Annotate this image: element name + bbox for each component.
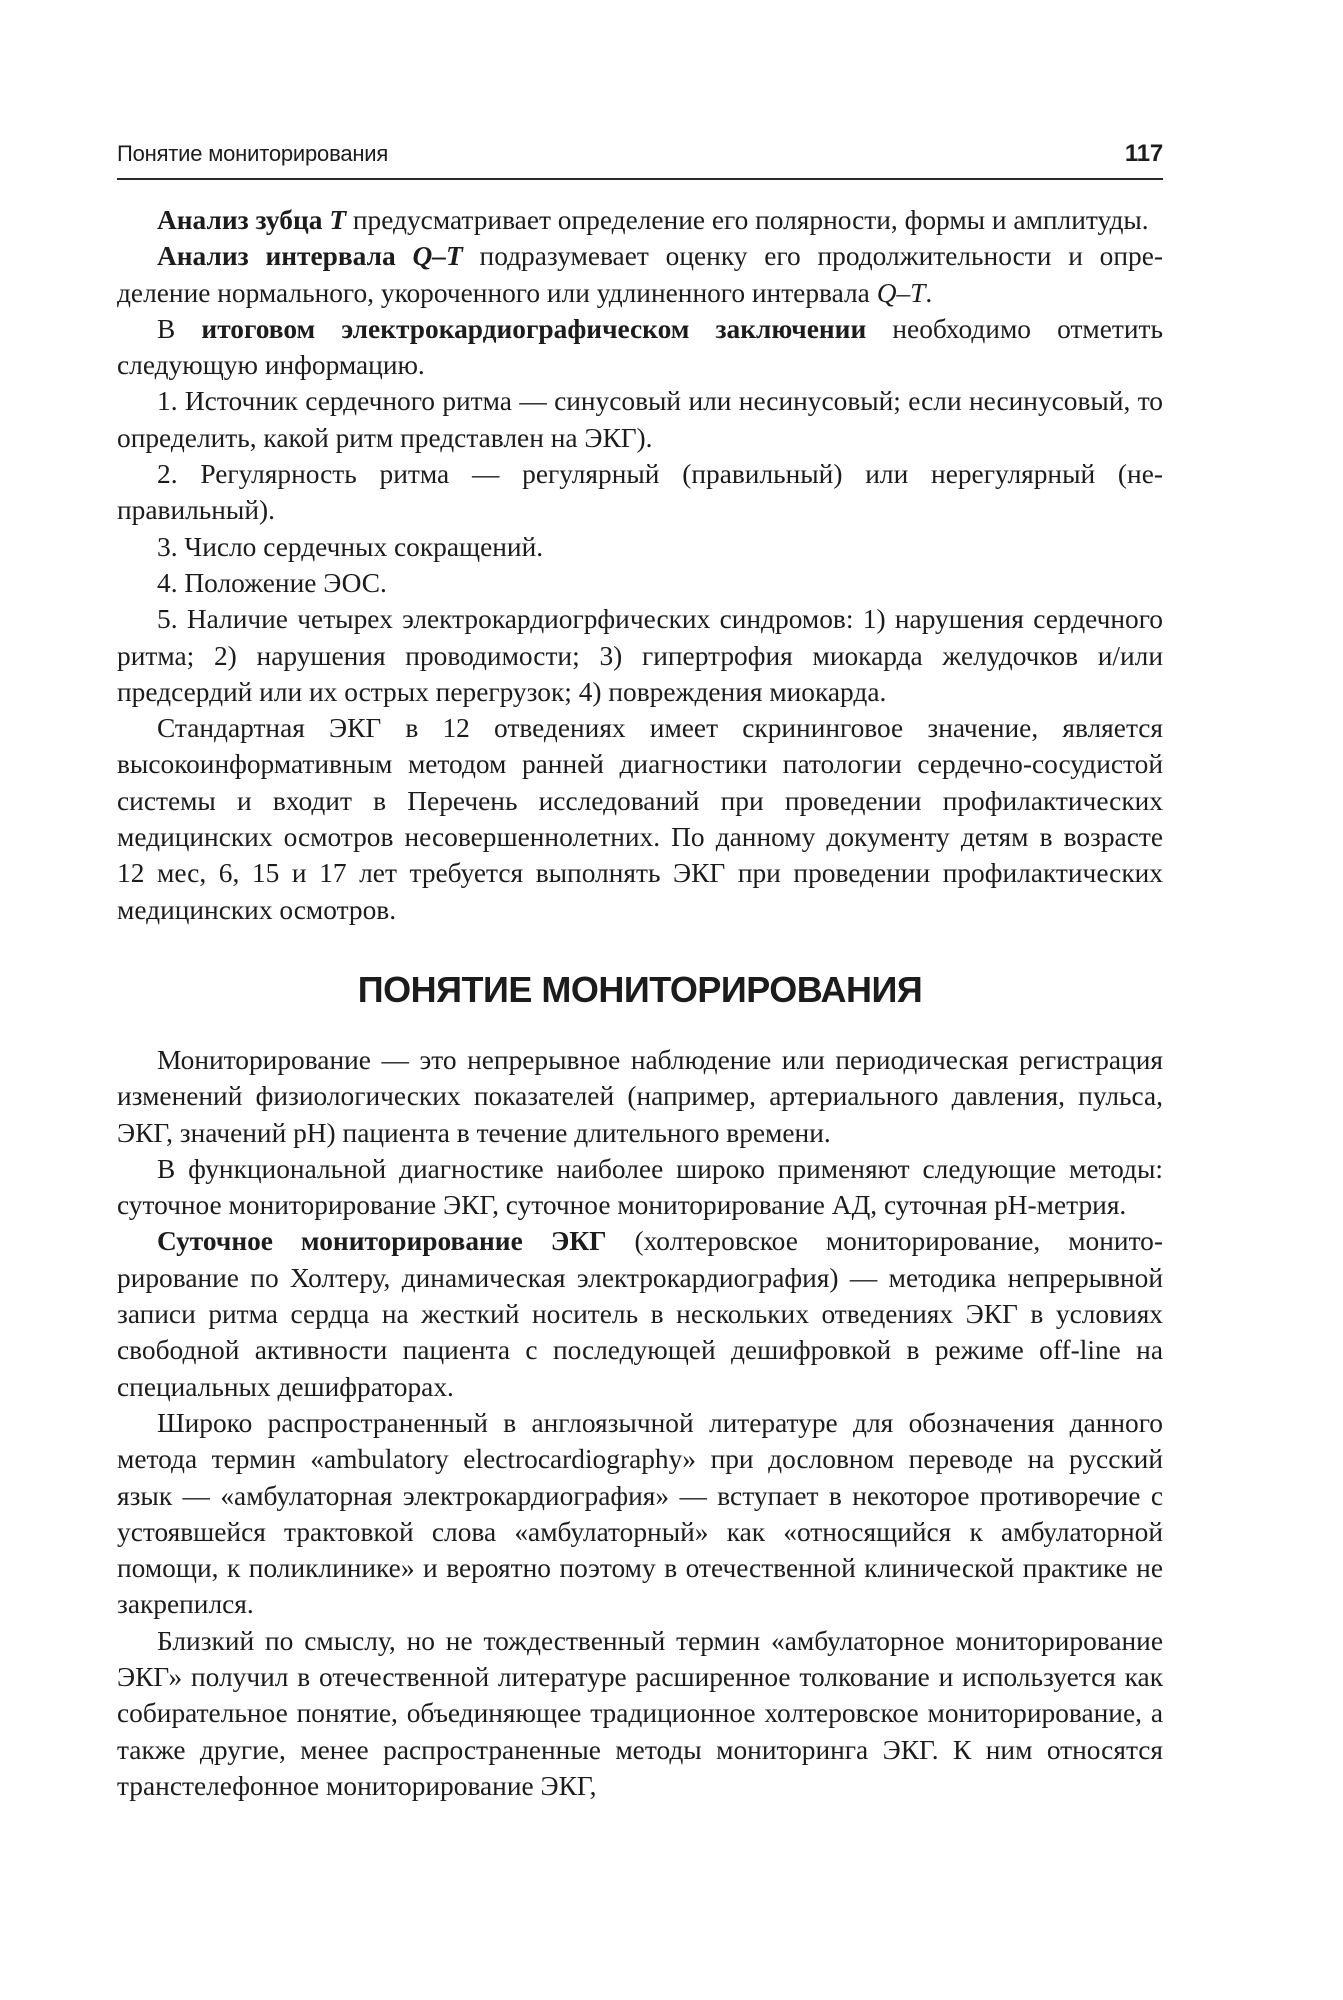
paragraph-qt-interval-analysis: Анализ интервала Q–T подразумевает оценку его продолжительности и определение нормального, укороченного или удлиненного интервала Q–T. xyxy=(117,241,1164,308)
paragraph-holter-monitoring: Суточное мониторирование ЭКГ (холтеровское мониторирование, мониторирование по Холтеру, динамическая электрокардиография) — методика непрерывной записи ритма сердца на жесткий носитель в нескольких отведениях ЭКГ в условиях свободной активности пациента с последующей дешифровкой в режиме off-line на специальных дешифраторах. xyxy=(117,1226,1163,1402)
list-item: 1. Источник сердечного ритма — синусовый или несинусовый; если несинусовый, то определить, какой ритм представлен на ЭКГ). xyxy=(117,386,1163,453)
term-t-wave-analysis: Анализ зубца Т xyxy=(157,205,347,235)
qt-symbol: Q–T xyxy=(876,277,926,308)
term-holter-monitoring: Суточное мониторирование ЭКГ xyxy=(157,1226,607,1257)
term-final-conclusion: итоговом электрокардиографическом заключении xyxy=(201,313,867,344)
paragraph-monitoring-methods: В функциональной диагностике наиболее широко применяют следующие методы: суточное мониторирование ЭКГ, суточное мониторирование АД, суточная pH-метрия. xyxy=(117,1153,1163,1221)
section-heading: ПОНЯТИЕ МОНИТОРИРОВАНИЯ xyxy=(357,968,923,1010)
running-header-title: Понятие мониторирования xyxy=(117,141,389,166)
list-item: 4. Положение ЭОС. xyxy=(157,567,387,598)
paragraph-final-conclusion: В итоговом электрокардиографическом заключении необходимо отметить следующую информацию. xyxy=(117,313,1163,381)
list-item: 5. Наличие четырех электрокардиогрфических синдромов: 1) нарушения сердечного ритма; 2) нарушения проводимости; 3) гипертрофия миокарда желудочков и/или предсердий или их острых перегрузок; 4) повреждения миокарда. xyxy=(117,604,1163,707)
term-qt-interval-analysis: Анализ интервала Q–T xyxy=(157,241,463,272)
page-number: 117 xyxy=(1124,140,1163,167)
running-header xyxy=(117,140,1163,180)
list-item: 2. Регулярность ритма — регулярный (правильный) или нерегулярный (неправильный). xyxy=(117,459,1163,526)
list-item: 3. Число сердечных сокращений. xyxy=(157,531,544,562)
paragraph-t-wave-analysis: Анализ зубца Т предусматривает определение его полярности, формы и амплитуды. xyxy=(157,205,1149,235)
paragraph-monitoring-definition: Мониторирование — это непрерывное наблюдение или периодическая регистрация изменений физиологических показателей (например, артериального давления, пульса, ЭКГ, значений pH) пациента в течение длительного времени. xyxy=(117,1044,1163,1148)
body-text xyxy=(117,202,1163,1804)
book-page xyxy=(117,140,1163,1804)
paragraph-ambulatory-monitoring: Близкий по смыслу, но не тождественный термин «амбулаторное мониторирование ЭКГ» получил в отечественной литературе расширенное толкование и используется как собирательное понятие, объединяющее традиционное холтеровское мониторирование, а также другие, менее распространенные методы мониторинга ЭКГ. К ним относятся транстелефонное мониторирование ЭКГ, xyxy=(117,1625,1163,1801)
paragraph-ambulatory-term: Широко распространенный в англоязычной литературе для обозначения данного метода термин «ambulatory electrocardiography» при дословном переводе на русский язык — «амбулаторная электрокардиография» — вступает в некоторое противоречие с устоявшейся трактовкой слова «амбулаторный» как «относящийся к амбулаторной помощи, к поликлинике» и вероятно поэтому в отечественной клинической практике не закрепился. xyxy=(117,1407,1163,1620)
paragraph-standard-ecg: Стандартная ЭКГ в 12 отведениях имеет скрининговое значение, является высокоинформативным методом ранней диагностики патологии сердечно-сосудистой системы и входит в Перечень исследований при проведении профилактических медицинских осмотров несовершеннолетних. По данному документу детям в возрасте 12 мес, 6, 15 и 17 лет требуется выполнять ЭКГ при проведении профилактических медицинских осмотров. xyxy=(117,713,1163,925)
